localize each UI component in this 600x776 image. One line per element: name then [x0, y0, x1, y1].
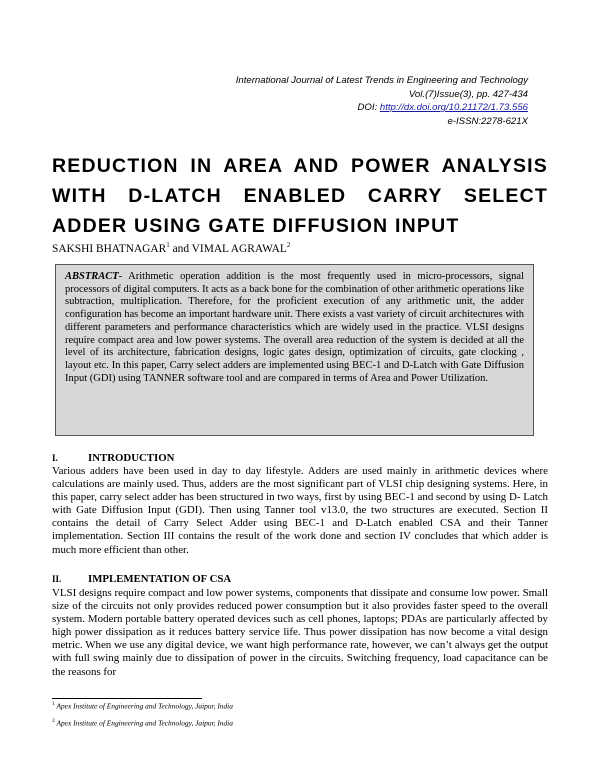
- footnote-2: [52, 718, 233, 727]
- abstract-box: [55, 264, 534, 436]
- doi-label: DOI:: [357, 102, 380, 114]
- section-title: IMPLEMENTATION OF CSA: [88, 573, 232, 585]
- author-line: [52, 241, 290, 255]
- journal-doi: [236, 101, 528, 115]
- section-heading-introduction: [52, 452, 174, 464]
- footnote-marker: 2: [52, 718, 55, 724]
- author-conjunction: and: [169, 242, 192, 255]
- section-body-implementation: VLSI designs require compact and low power systems, components that dissipate and consume low power. Small size of the circuits not only provides reduced power consumption but it also provides faster speed to the overall system. Modern portable battery operated devices such as cell phones, laptops; PDAs are particularly affected by high power dissipation as it reduces battery service life. Thus power dissipation has now become a vital design metric. When we use any digital device, we want high performance rate, however, we can’t always get the output with full swing mainly due to dissipation of power in the circuits. Switching frequency, load capacitance can be the reasons for: [52, 587, 548, 678]
- footnote-divider: [52, 698, 202, 699]
- section-number: I.: [52, 453, 58, 463]
- journal-issn: e-ISSN:2278-621X: [447, 115, 528, 127]
- section-body-introduction: Various adders have been used in day to day lifestyle. Adders are used mainly in arithmetic devices where calculations are mainly used. Thus, adders are the most significant part of VLSI chip designing systems. Here, in this paper, carry select adder has been structured in two ways, first by using BEC-1 and second by using D- Latch with Gate Diffusion Input (GDI). Then using Tanner tool v13.0, the two structures are executed. Section II contains the detail of Carry Select Adder using BEC-1 and D-Latch enabled CSA and their Tanner implementation. Section III contains the result of the work done and section IV concludes that which adder is much more efficient than other.: [52, 465, 548, 556]
- footnote-1: [52, 701, 233, 710]
- footnote-text: Apex Institute of Engineering and Technology, Jaipur, India: [54, 701, 233, 711]
- abstract-label: ABSTRACT: [65, 271, 119, 282]
- paper-title: REDUCTION IN AREA AND POWER ANALYSIS WITH D-LATCH ENABLED CARRY SELECT ADDER USING GATE DIFFUSION INPUT: [52, 155, 548, 237]
- footnote-text: Apex Institute of Engineering and Technology, Jaipur, India: [54, 718, 233, 728]
- author-1-affiliation: 1: [166, 241, 170, 249]
- author-2: VIMAL AGRAWAL: [191, 242, 287, 255]
- journal-header: [236, 74, 528, 128]
- journal-name: International Journal of Latest Trends in Engineering and Technology: [235, 75, 528, 86]
- author-2-affiliation: 2: [286, 241, 291, 249]
- section-heading-implementation: [52, 573, 231, 585]
- footnote-marker: 1: [52, 701, 55, 707]
- abstract-text: - Arithmetic operation addition is the most frequently used in micro-processors, signal processors of digital computers. It acts as a back bone for the combination of other arithmetic operations like subtraction, multiplication. Therefore, for the proficient execution of any arithmetic unit, the adder configuration has become an important hardware unit. There exists a vast variety of circuit architectures with different parameters and performance characteristics which are widely used in the practice. VLSI designs require compact area and low power systems. The overall area reduction of the system is decided at all the level of its architecture, fabrication designs, logic gates design, optimization of circuits, gate clocking , layout etc. In this paper, Carry select adders are implemented using BEC-1 and D-Latch with Gate Diffusion Input (GDI) using TANNER software tool and are compared in terms of Area and Power Utilization.: [65, 271, 524, 384]
- doi-link[interactable]: http://dx.doi.org/10.21172/1.73.556: [379, 102, 528, 114]
- section-number: II.: [52, 574, 62, 584]
- section-title: INTRODUCTION: [88, 452, 175, 464]
- journal-volume: Vol.(7)Issue(3), pp. 427-434: [408, 88, 528, 100]
- author-1: SAKSHI BHATNAGAR: [52, 242, 167, 255]
